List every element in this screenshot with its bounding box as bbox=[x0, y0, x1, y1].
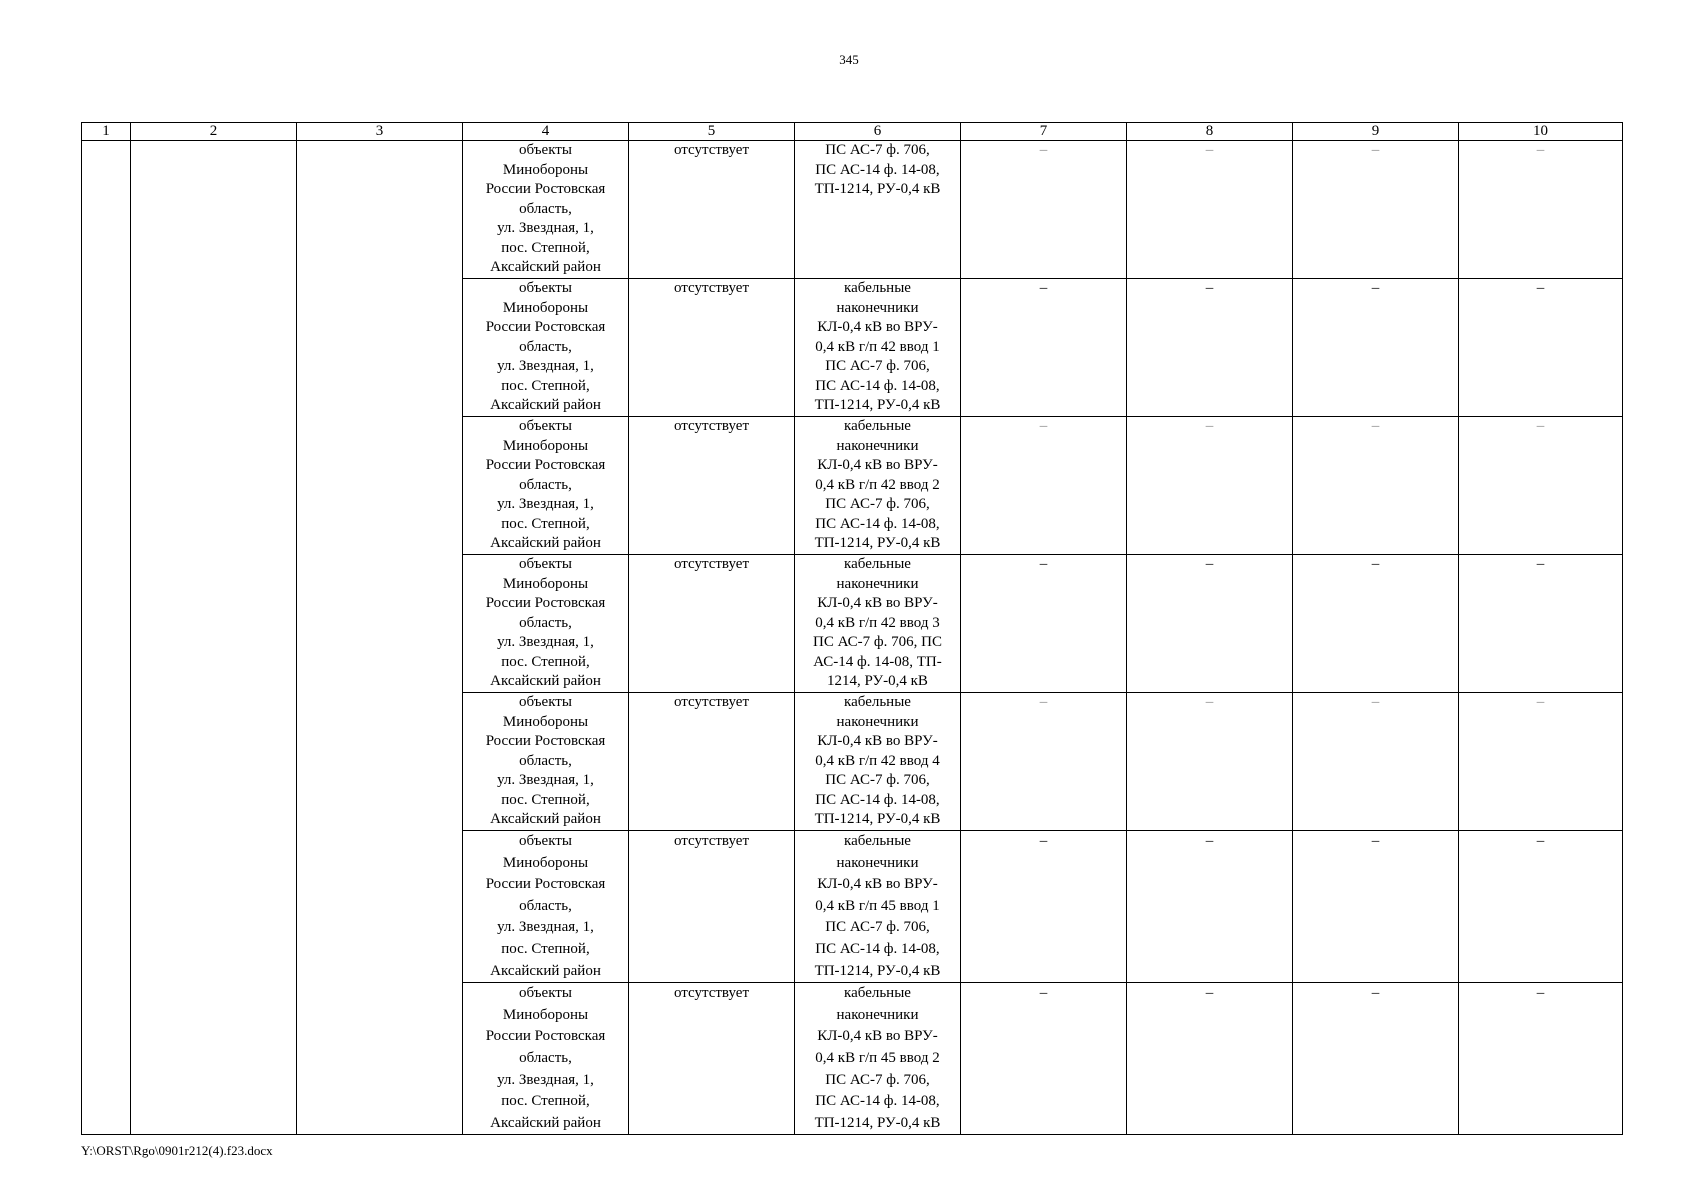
object-description-cell bbox=[795, 693, 961, 831]
column-number-5: 5 bbox=[629, 123, 795, 141]
dash-cell-col10 bbox=[1459, 831, 1623, 983]
dash-value: – bbox=[1039, 280, 1048, 296]
status-cell bbox=[629, 417, 795, 555]
object-description-line: кабельные bbox=[844, 418, 911, 434]
object-description-line: 0,4 кВ г/п 42 ввод 4 bbox=[815, 752, 940, 769]
object-description-line: 0,4 кВ г/п 45 ввод 1 bbox=[815, 897, 940, 914]
status-text: отсутствует bbox=[673, 418, 750, 434]
dash-cell-col8 bbox=[1127, 141, 1293, 279]
location-line: Аксайский район bbox=[490, 535, 601, 551]
dash-cell-col7 bbox=[961, 141, 1127, 279]
object-description-line: ПС АС-7 ф. 706, bbox=[825, 919, 930, 936]
column-number-3: 3 bbox=[297, 123, 463, 141]
data-table bbox=[81, 122, 1623, 1135]
object-description-line: ПС АС-14 ф. 14-08, bbox=[815, 940, 940, 957]
dash-cell-col10 bbox=[1459, 983, 1623, 1135]
location-line: объекты bbox=[519, 418, 572, 434]
location-line: объекты bbox=[519, 142, 572, 158]
location-line: Минобороны bbox=[502, 161, 589, 178]
location-cell bbox=[463, 983, 629, 1135]
location-line: России Ростовская bbox=[485, 876, 606, 893]
location-line: Аксайский район bbox=[490, 259, 601, 275]
location-line: Минобороны bbox=[502, 713, 589, 730]
dash-cell-col8 bbox=[1127, 983, 1293, 1135]
object-description-line: КЛ-0,4 кВ во ВРУ- bbox=[817, 595, 938, 611]
dash-cell-col7 bbox=[961, 279, 1127, 417]
location-line: Минобороны bbox=[502, 575, 589, 592]
status-text: отсутствует bbox=[673, 142, 750, 158]
object-description-line: ТП-1214, РУ-0,4 кВ bbox=[814, 1114, 941, 1131]
dash-cell-col9 bbox=[1293, 417, 1459, 555]
object-description-line: наконечники bbox=[836, 1006, 919, 1023]
location-line: Минобороны bbox=[502, 437, 589, 454]
object-description-line: кабельные bbox=[844, 694, 911, 710]
location-line: Минобороны bbox=[502, 854, 589, 871]
location-line: область, bbox=[519, 752, 572, 769]
location-line: ул. Звездная, 1, bbox=[497, 772, 594, 788]
dash-value: – bbox=[1205, 833, 1214, 849]
location-line: России Ростовская bbox=[485, 181, 606, 197]
location-line: объекты bbox=[519, 280, 572, 296]
dash-value: – bbox=[1205, 280, 1214, 296]
page-number: 345 bbox=[839, 52, 859, 67]
column-number-6: 6 bbox=[795, 123, 961, 141]
dash-value: – bbox=[1536, 142, 1545, 158]
object-description-line: ПС АС-14 ф. 14-08, bbox=[815, 161, 940, 178]
location-line: пос. Степной, bbox=[501, 377, 590, 394]
location-line: область, bbox=[519, 200, 572, 217]
object-description-line: ПС АС-14 ф. 14-08, bbox=[815, 791, 940, 808]
dash-cell-col8 bbox=[1127, 279, 1293, 417]
dash-value: – bbox=[1039, 142, 1048, 158]
dash-value: – bbox=[1371, 418, 1380, 434]
object-description-line: наконечники bbox=[836, 299, 919, 316]
dash-value: – bbox=[1536, 985, 1545, 1002]
dash-value: – bbox=[1205, 985, 1214, 1002]
merged-empty-cell-col1 bbox=[82, 141, 131, 1135]
location-line: ул. Звездная, 1, bbox=[497, 496, 594, 512]
dash-value: – bbox=[1039, 694, 1048, 710]
object-description-line: КЛ-0,4 кВ во ВРУ- bbox=[817, 876, 938, 893]
dash-cell-col7 bbox=[961, 417, 1127, 555]
dash-value: – bbox=[1205, 418, 1214, 434]
location-line: Аксайский район bbox=[490, 673, 601, 689]
dash-cell-col8 bbox=[1127, 693, 1293, 831]
merged-empty-cell-col3 bbox=[297, 141, 463, 1135]
location-line: Минобороны bbox=[502, 299, 589, 316]
location-line: России Ростовская bbox=[485, 1028, 606, 1045]
object-description-line: 0,4 кВ г/п 42 ввод 1 bbox=[815, 338, 940, 355]
dash-value: – bbox=[1371, 985, 1380, 1002]
location-cell bbox=[463, 279, 629, 417]
dash-cell-col7 bbox=[961, 693, 1127, 831]
dash-value: – bbox=[1371, 833, 1380, 849]
object-description-line: КЛ-0,4 кВ во ВРУ- bbox=[817, 457, 938, 473]
object-description-line: 0,4 кВ г/п 45 ввод 2 bbox=[815, 1049, 940, 1066]
dash-value: – bbox=[1536, 556, 1545, 572]
location-line: пос. Степной, bbox=[501, 791, 590, 808]
column-number-1: 1 bbox=[82, 123, 131, 141]
dash-cell-col7 bbox=[961, 831, 1127, 983]
dash-value: – bbox=[1205, 556, 1214, 572]
location-line: Аксайский район bbox=[490, 811, 601, 827]
location-line: ул. Звездная, 1, bbox=[497, 358, 594, 374]
object-description-cell bbox=[795, 417, 961, 555]
location-line: область, bbox=[519, 614, 572, 631]
location-line: пос. Степной, bbox=[501, 515, 590, 532]
object-description-cell bbox=[795, 983, 961, 1135]
dash-cell-col7 bbox=[961, 555, 1127, 693]
table-body bbox=[82, 141, 1623, 1135]
location-line: ул. Звездная, 1, bbox=[497, 1071, 594, 1088]
dash-value: – bbox=[1205, 694, 1214, 710]
dash-cell-col10 bbox=[1459, 693, 1623, 831]
dash-value: – bbox=[1536, 694, 1545, 710]
footer-file-path: Y:\ORST\Rgo\0901r212(4).f23.docx bbox=[81, 1143, 273, 1158]
dash-cell-col9 bbox=[1293, 141, 1459, 279]
status-cell bbox=[629, 555, 795, 693]
dash-cell-col9 bbox=[1293, 279, 1459, 417]
location-line: область, bbox=[519, 897, 572, 914]
object-description-cell bbox=[795, 555, 961, 693]
column-number-9: 9 bbox=[1293, 123, 1459, 141]
column-number-8: 8 bbox=[1127, 123, 1293, 141]
object-description-line: ПС АС-7 ф. 706, bbox=[825, 358, 930, 374]
status-cell bbox=[629, 279, 795, 417]
location-line: ул. Звездная, 1, bbox=[497, 919, 594, 936]
object-description-line: КЛ-0,4 кВ во ВРУ- bbox=[817, 319, 938, 335]
location-line: пос. Степной, bbox=[501, 940, 590, 957]
location-line: России Ростовская bbox=[485, 595, 606, 611]
dash-value: – bbox=[1371, 142, 1380, 158]
object-description-line: ПС АС-7 ф. 706, bbox=[825, 1071, 930, 1088]
location-line: объекты bbox=[519, 833, 572, 849]
object-description-line: 0,4 кВ г/п 42 ввод 2 bbox=[815, 476, 940, 493]
status-text: отсутствует bbox=[673, 280, 750, 296]
object-description-line: ТП-1214, РУ-0,4 кВ bbox=[814, 181, 941, 197]
status-text: отсутствует bbox=[673, 985, 750, 1002]
dash-cell-col9 bbox=[1293, 693, 1459, 831]
location-line: Аксайский район bbox=[490, 1114, 601, 1131]
dash-value: – bbox=[1371, 694, 1380, 710]
dash-value: – bbox=[1536, 418, 1545, 434]
object-description-line: наконечники bbox=[836, 575, 919, 592]
dash-value: – bbox=[1536, 833, 1545, 849]
table-row bbox=[82, 141, 1623, 279]
object-description-cell bbox=[795, 279, 961, 417]
object-description-line: ПС АС-7 ф. 706, bbox=[825, 142, 930, 158]
dash-value: – bbox=[1039, 556, 1048, 572]
dash-cell-col9 bbox=[1293, 555, 1459, 693]
object-description-line: ТП-1214, РУ-0,4 кВ bbox=[814, 397, 941, 413]
location-cell bbox=[463, 831, 629, 983]
location-line: объекты bbox=[519, 556, 572, 572]
object-description-line: наконечники bbox=[836, 854, 919, 871]
dash-value: – bbox=[1536, 280, 1545, 296]
merged-empty-cell-col2 bbox=[131, 141, 297, 1135]
dash-cell-col10 bbox=[1459, 141, 1623, 279]
dash-cell-col10 bbox=[1459, 417, 1623, 555]
column-number-2: 2 bbox=[131, 123, 297, 141]
location-line: пос. Степной, bbox=[501, 653, 590, 670]
object-description-line: ПС АС-7 ф. 706, ПС bbox=[813, 634, 942, 650]
column-number-7: 7 bbox=[961, 123, 1127, 141]
column-number-4: 4 bbox=[463, 123, 629, 141]
location-line: область, bbox=[519, 338, 572, 355]
location-cell bbox=[463, 555, 629, 693]
status-text: отсутствует bbox=[673, 833, 750, 849]
location-line: России Ростовская bbox=[485, 457, 606, 473]
location-line: Минобороны bbox=[502, 1006, 589, 1023]
dash-cell-col8 bbox=[1127, 555, 1293, 693]
location-line: область, bbox=[519, 1049, 572, 1066]
object-description-line: ПС АС-7 ф. 706, bbox=[825, 772, 930, 788]
location-line: объекты bbox=[519, 985, 572, 1002]
object-description-line: ПС АС-14 ф. 14-08, bbox=[815, 377, 940, 394]
object-description-line: 0,4 кВ г/п 42 ввод 3 bbox=[815, 614, 940, 631]
location-cell bbox=[463, 141, 629, 279]
column-number-10: 10 bbox=[1459, 123, 1623, 141]
location-line: ул. Звездная, 1, bbox=[497, 220, 594, 236]
dash-cell-col7 bbox=[961, 983, 1127, 1135]
dash-cell-col9 bbox=[1293, 983, 1459, 1135]
dash-value: – bbox=[1371, 556, 1380, 572]
object-description-cell bbox=[795, 141, 961, 279]
object-description-line: ТП-1214, РУ-0,4 кВ bbox=[814, 962, 941, 979]
location-line: область, bbox=[519, 476, 572, 493]
object-description-line: ТП-1214, РУ-0,4 кВ bbox=[814, 811, 941, 827]
dash-value: – bbox=[1205, 142, 1214, 158]
header-row bbox=[82, 123, 1623, 141]
object-description-line: кабельные bbox=[844, 556, 911, 572]
location-line: Аксайский район bbox=[490, 397, 601, 413]
location-line: пос. Степной, bbox=[501, 1093, 590, 1110]
location-line: России Ростовская bbox=[485, 733, 606, 749]
status-text: отсутствует bbox=[673, 556, 750, 572]
location-cell bbox=[463, 693, 629, 831]
dash-value: – bbox=[1039, 833, 1048, 849]
status-cell bbox=[629, 693, 795, 831]
object-description-line: ПС АС-14 ф. 14-08, bbox=[815, 515, 940, 532]
dash-cell-col10 bbox=[1459, 279, 1623, 417]
dash-cell-col9 bbox=[1293, 831, 1459, 983]
dash-value: – bbox=[1039, 418, 1048, 434]
location-line: ул. Звездная, 1, bbox=[497, 634, 594, 650]
location-line: России Ростовская bbox=[485, 319, 606, 335]
status-text: отсутствует bbox=[673, 694, 750, 710]
dash-cell-col8 bbox=[1127, 831, 1293, 983]
status-cell bbox=[629, 831, 795, 983]
dash-cell-col8 bbox=[1127, 417, 1293, 555]
object-description-line: ПС АС-7 ф. 706, bbox=[825, 496, 930, 512]
object-description-line: кабельные bbox=[844, 280, 911, 296]
dash-value: – bbox=[1371, 280, 1380, 296]
object-description-line: наконечники bbox=[836, 437, 919, 454]
object-description-cell bbox=[795, 831, 961, 983]
location-line: пос. Степной, bbox=[501, 239, 590, 256]
object-description-line: АС-14 ф. 14-08, ТП- bbox=[813, 653, 942, 670]
object-description-line: ТП-1214, РУ-0,4 кВ bbox=[814, 535, 941, 551]
object-description-line: кабельные bbox=[844, 833, 911, 849]
object-description-line: 1214, РУ-0,4 кВ bbox=[827, 673, 928, 689]
dash-cell-col10 bbox=[1459, 555, 1623, 693]
object-description-line: КЛ-0,4 кВ во ВРУ- bbox=[817, 1028, 938, 1045]
dash-value: – bbox=[1039, 985, 1048, 1002]
object-description-line: КЛ-0,4 кВ во ВРУ- bbox=[817, 733, 938, 749]
object-description-line: кабельные bbox=[844, 985, 911, 1002]
object-description-line: ПС АС-14 ф. 14-08, bbox=[815, 1093, 940, 1110]
object-description-line: наконечники bbox=[836, 713, 919, 730]
location-cell bbox=[463, 417, 629, 555]
location-line: Аксайский район bbox=[490, 962, 601, 979]
status-cell bbox=[629, 141, 795, 279]
status-cell bbox=[629, 983, 795, 1135]
location-line: объекты bbox=[519, 694, 572, 710]
